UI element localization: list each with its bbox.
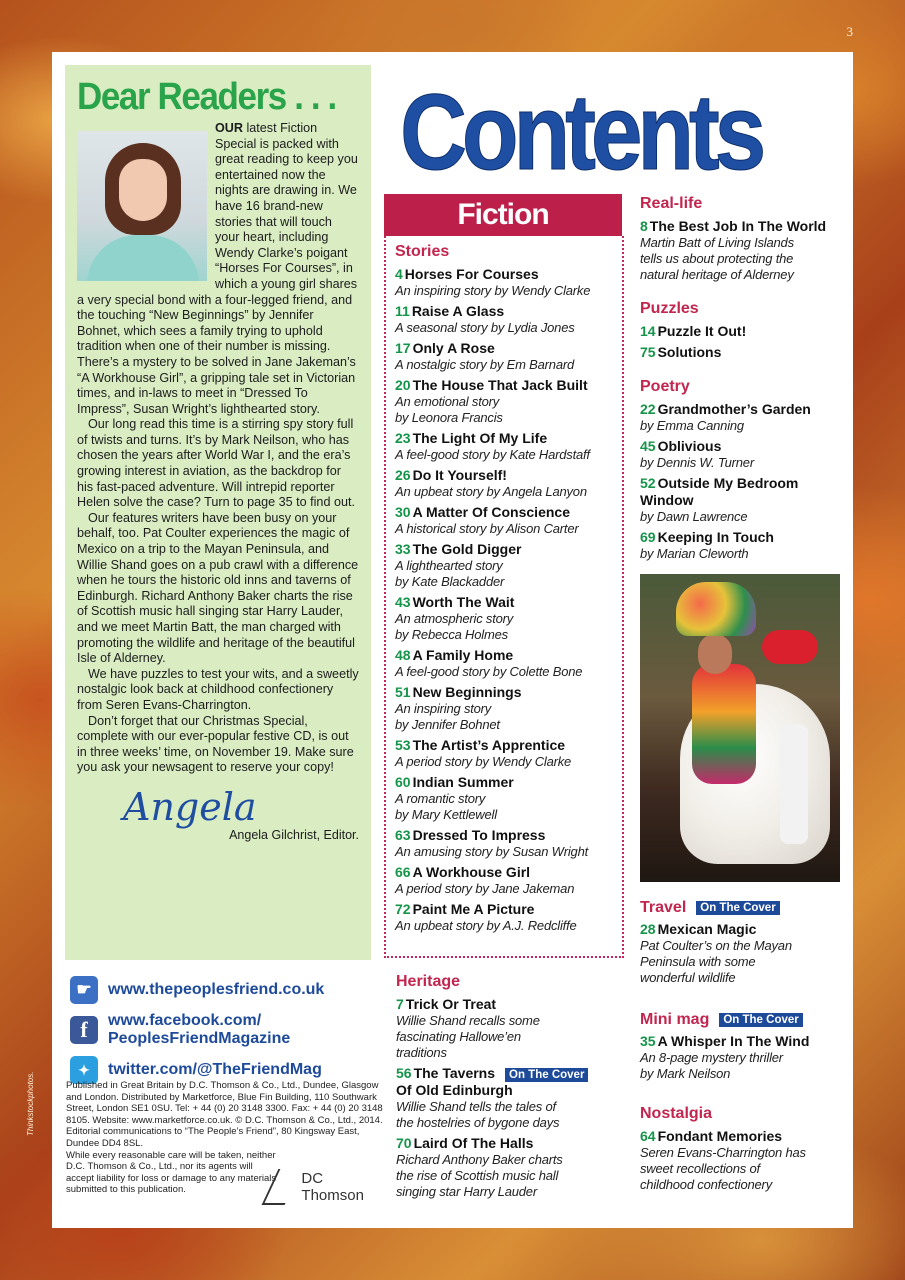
entry-page-number: 7 — [396, 996, 404, 1012]
contents-entry[interactable] — [640, 344, 848, 361]
entry-title — [640, 921, 848, 938]
letter-paragraph — [77, 511, 359, 667]
contents-entry[interactable] — [395, 266, 622, 299]
entry-description: Willie Shand tells the tales of — [396, 1099, 556, 1114]
entry-title-text: The Artist’s Apprentice — [412, 737, 566, 753]
entry-title-text: Worth The Wait — [412, 594, 515, 610]
entry-title-text: Only A Rose — [412, 340, 495, 356]
letter-text: Don’t forget that our Christmas Special, complete with our ever-popular festive CD, is out in three weeks’ time, on November 19. Make sure you ask your newsagent to reserve your copy! — [77, 713, 354, 775]
stories-heading: Stories — [395, 243, 450, 260]
features-column — [640, 194, 848, 1209]
entry-title — [640, 344, 848, 361]
letter-text: Our features writers have been busy on your behalf, too. Pat Coulter experiences the magic of Mexico on a trip to the Mayan Peninsula, and Willie Shand goes on a pub crawl with a difference when he tours the historic old inns and taverns of Edinburgh. Richard Anthony Baker charts the rise of Scottish music hall singing star Harry Lauder, and we meet Martin Batt, the man charged with promoting the wildlife and heritage of the beautiful Isle of Alderney. — [77, 510, 359, 666]
contents-entry[interactable] — [640, 1128, 848, 1193]
contents-entry[interactable] — [396, 996, 636, 1061]
entry-title-text: Mexican Magic — [657, 921, 757, 937]
entry-title-text: Solutions — [657, 344, 722, 360]
nostalgia-section — [640, 1104, 848, 1193]
contents-entry[interactable] — [395, 504, 622, 537]
contents-entry[interactable] — [395, 303, 622, 336]
entry-description: wonderful wildlife — [640, 970, 736, 985]
entry-title-text: Oblivious — [657, 438, 722, 454]
entry-title-text: Laird Of The Halls — [413, 1135, 534, 1151]
entry-description: by Dennis W. Turner — [640, 455, 754, 470]
entry-title — [395, 303, 622, 320]
entry-page-number: 35 — [640, 1033, 656, 1049]
entry-description: A lighthearted story — [395, 558, 503, 573]
fiction-column — [384, 236, 624, 958]
facebook-link[interactable] — [70, 1012, 370, 1048]
entry-description: A nostalgic story by Em Barnard — [395, 357, 575, 372]
contents-entry[interactable] — [640, 921, 848, 986]
entry-title-text: Raise A Glass — [411, 303, 505, 319]
contents-entry[interactable] — [640, 218, 848, 283]
entry-page-number: 26 — [395, 467, 411, 483]
entry-page-number: 11 — [395, 303, 410, 319]
entry-page-number: 28 — [640, 921, 656, 937]
puzzles-section — [640, 299, 848, 361]
entry-description: traditions — [396, 1045, 447, 1060]
contents-entry[interactable] — [395, 377, 622, 426]
entry-title — [395, 684, 622, 701]
contents-entry[interactable] — [640, 323, 848, 340]
entry-description: Seren Evans-Charrington has — [640, 1145, 806, 1160]
entry-description: Willie Shand recalls some — [396, 1013, 540, 1028]
letter-text: Our long read this time is a stirring spy story full of twists and turns. It’s by Mark Neilson, who has chosen the years after World War I, and the era’s growing interest in aviation, as the backdrop for his fast-paced adventure. Will intrepid reporter Helen solve the case? Turn to page 35 to find out. — [77, 417, 355, 510]
entry-page-number: 4 — [395, 266, 403, 282]
editor-credit: Angela Gilchrist, Editor. — [229, 827, 359, 842]
entry-description: by Jennifer Bohnet — [395, 717, 500, 732]
contents-entry[interactable] — [395, 594, 622, 643]
entry-description: by Emma Canning — [640, 418, 744, 433]
entry-page-number: 48 — [395, 647, 411, 663]
entry-title-text: A Workhouse Girl — [412, 864, 531, 880]
editor-photo — [77, 131, 207, 281]
letter-text: latest Fiction Special is packed with great reading to keep you entertained now the nights are drawing in. We have 16 brand-new stories that will touch your heart, including Wendy Clarke’s poigant “Horses For Courses”, in which a young girl shares a very special bond with a four-legged friend, and the touching “New Beginnings” by Jennifer Bohnet, which sees a family trying to uphold tradition when one of their number is missing. There’s a mystery to be solved in Jane Jakeman’s “A Workhouse Girl”, a gripping tale set in Victorian times, and in-laws to meet in “Dressed To Impress”, Susan Wright’s lighthearted story. — [77, 121, 358, 416]
entry-title-text: Outside My Bedroom Window — [640, 475, 799, 508]
entry-title — [640, 438, 848, 455]
entry-page-number: 53 — [395, 737, 411, 753]
entry-title — [395, 266, 622, 283]
contents-entry[interactable] — [395, 774, 622, 823]
entry-page-number: 33 — [395, 541, 411, 557]
contents-entry[interactable] — [396, 1065, 636, 1131]
entry-description: An atmospheric story — [395, 611, 514, 626]
entry-description: singing star Harry Lauder — [396, 1184, 537, 1199]
entry-title — [396, 1135, 636, 1152]
entry-title — [396, 996, 636, 1013]
entry-description: An amusing story by Susan Wright — [395, 844, 589, 859]
entry-page-number: 66 — [395, 864, 411, 880]
entry-description: by Mary Kettlewell — [395, 807, 497, 822]
entry-title-text: The Taverns — [413, 1065, 496, 1081]
publisher-text: Published in Great Britain by D.C. Thomson & Co., Ltd., Dundee, Glasgow and London. Distributed by Marketforce, Blue Fin Building, 110 Southwark Street, London SE1 0SU. Tel: + 44 (0) 20 3148 3300. Fax: + 44 (0) 20 3148 8105. Website: www.marketforce.co.uk. © D.C. Thomson & Co., Ltd., 2014. Editorial communications to “The People’s Friend”, 80 Kingsway East, Dundee DD4 8SL. — [66, 1080, 383, 1149]
entry-description: the hostelries of bygone days — [396, 1115, 560, 1130]
entry-title-text: New Beginnings — [412, 684, 522, 700]
entry-title — [395, 827, 622, 844]
contents-entry[interactable] — [395, 430, 622, 463]
entry-description: the rise of Scottish music hall — [396, 1168, 559, 1183]
entry-title — [395, 467, 622, 484]
entry-description: by Mark Neilson — [640, 1066, 731, 1081]
entry-page-number: 52 — [640, 475, 656, 491]
entry-description: An inspiring story — [395, 701, 492, 716]
travel-heading: Travel — [640, 899, 687, 916]
entry-title — [395, 340, 622, 357]
entry-title-text: Grandmother’s Garden — [657, 401, 811, 417]
entry-title-text: The Light Of My Life — [412, 430, 548, 446]
heritage-section — [396, 972, 636, 1204]
entry-description: An emotional story — [395, 394, 500, 409]
entry-title — [395, 647, 622, 664]
entry-title-text: The Best Job In The World — [649, 218, 827, 234]
mexican-dancer-photo — [640, 574, 840, 882]
stories-list — [395, 266, 622, 934]
entry-title-text: Horses For Courses — [404, 266, 539, 282]
entry-description: Martin Batt of Living Islands — [640, 235, 794, 250]
contents-entry[interactable] — [395, 467, 622, 500]
contents-entry[interactable] — [640, 401, 848, 434]
entry-title — [395, 504, 622, 521]
contents-entry[interactable] — [640, 438, 848, 471]
entry-title-text: Paint Me A Picture — [412, 901, 535, 917]
entry-title — [640, 1128, 848, 1145]
minimag-heading: Mini mag — [640, 1011, 710, 1028]
entry-title — [640, 401, 848, 418]
website-link[interactable]: ☛ www.thepeoplesfriend.co.uk — [70, 976, 370, 1004]
entry-description: by Dawn Lawrence — [640, 509, 748, 524]
entry-description: fascinating Hallowe’en — [396, 1029, 521, 1044]
entry-title — [395, 901, 622, 918]
entry-description: A period story by Wendy Clarke — [395, 754, 572, 769]
entry-description: Richard Anthony Baker charts — [396, 1152, 563, 1167]
letter-paragraph — [77, 417, 359, 511]
entry-page-number: 64 — [640, 1128, 656, 1144]
travel-cover-badge: On The Cover — [696, 901, 779, 915]
puzzles-heading: Puzzles — [640, 300, 699, 317]
contents-entry[interactable] — [396, 1135, 636, 1200]
entry-page-number: 75 — [640, 344, 656, 360]
entry-title — [395, 774, 622, 791]
entry-page-number: 20 — [395, 377, 411, 393]
page-panel — [52, 52, 853, 1228]
poetry-heading: Poetry — [640, 378, 690, 395]
entry-title-text: A Family Home — [412, 647, 514, 663]
entry-description: natural heritage of Alderney — [640, 267, 794, 282]
facebook-url-line2: PeoplesFriendMagazine — [108, 1030, 291, 1047]
letter-text: We have puzzles to test your wits, and a sweetly nostalgic look back at childhood confectionery from Seren Evans-Charrington. — [77, 666, 359, 712]
entry-description: An upbeat story by Angela Lanyon — [395, 484, 587, 499]
entry-description: A period story by Jane Jakeman — [395, 881, 575, 896]
minimag-cover-badge: On The Cover — [719, 1013, 802, 1027]
entry-description: A feel-good story by Kate Hardstaff — [395, 447, 590, 462]
entry-description: A romantic story — [395, 791, 486, 806]
entry-title-text: A Matter Of Conscience — [412, 504, 570, 520]
letter-paragraph — [77, 667, 359, 714]
entry-description: An 8-page mystery thriller — [640, 1050, 783, 1065]
social-links — [70, 976, 370, 1092]
entry-title — [640, 1033, 848, 1050]
web-icon: ☛ — [70, 976, 98, 1004]
contents-entry[interactable] — [395, 541, 622, 590]
photo-credit: Thinkstockphotos. — [26, 1071, 35, 1136]
minimag-section — [640, 1010, 848, 1082]
contents-entry[interactable] — [395, 737, 622, 770]
entry-title-text: A Whisper In The Wind — [657, 1033, 810, 1049]
entry-title-text: Dressed To Impress — [412, 827, 546, 843]
entry-page-number: 43 — [395, 594, 411, 610]
heritage-list — [396, 996, 636, 1200]
entry-page-number: 22 — [640, 401, 656, 417]
entry-page-number: 56 — [396, 1065, 412, 1081]
travel-section — [640, 898, 848, 986]
entry-title — [395, 430, 622, 447]
entry-page-number: 30 — [395, 504, 411, 520]
liability-text: While every reasonable care will be taken, neither D.C. Thomson & Co., Ltd., nor its agents will accept liability for loss or damage to any materials submitted to this publication. — [66, 1149, 277, 1196]
entry-title-text: Indian Summer — [412, 774, 514, 790]
letter-lead-word: OUR — [215, 121, 243, 135]
letter-paragraph — [77, 714, 359, 776]
contents-entry[interactable] — [640, 529, 848, 562]
entry-title — [640, 323, 848, 340]
dc-thomson-logo: DC Thomson — [270, 1166, 380, 1208]
contents-entry[interactable] — [395, 827, 622, 860]
entry-description: Pat Coulter’s on the Mayan — [640, 938, 792, 953]
entry-description: by Kate Blackadder — [395, 574, 505, 589]
entry-title-text: Keeping In Touch — [657, 529, 774, 545]
entry-title — [395, 541, 622, 558]
entry-title-text: Puzzle It Out! — [657, 323, 747, 339]
entry-title — [396, 1065, 636, 1099]
reallife-section — [640, 194, 848, 283]
contents-entry[interactable] — [395, 901, 622, 934]
entry-title — [395, 594, 622, 611]
entry-description: An upbeat story by A.J. Redcliffe — [395, 918, 577, 933]
entry-description: childhood confectionery — [640, 1177, 772, 1192]
entry-title-text: Do It Yourself! — [412, 467, 507, 483]
entry-page-number: 14 — [640, 323, 656, 339]
contents-entry[interactable] — [640, 1033, 848, 1082]
contents-entry[interactable] — [395, 684, 622, 733]
editor-signature: Angela — [123, 784, 257, 829]
reallife-heading: Real-life — [640, 195, 703, 212]
on-cover-badge: On The Cover — [505, 1068, 588, 1082]
entry-description: tells us about protecting the — [640, 251, 794, 266]
entry-description: by Marian Cleworth — [640, 546, 749, 561]
entry-page-number: 60 — [395, 774, 411, 790]
entry-description: A historical story by Alison Carter — [395, 521, 579, 536]
entry-description: by Rebecca Holmes — [395, 627, 508, 642]
editor-letter-box — [65, 65, 371, 960]
entry-page-number: 17 — [395, 340, 411, 356]
entry-page-number: 8 — [640, 218, 648, 234]
entry-title — [640, 218, 848, 235]
entry-description: A feel-good story by Colette Bone — [395, 664, 583, 679]
poetry-section — [640, 377, 848, 562]
contents-entry[interactable] — [395, 340, 622, 373]
entry-page-number: 70 — [396, 1135, 412, 1151]
entry-title-text: The Gold Digger — [412, 541, 522, 557]
entry-title — [640, 529, 848, 546]
entry-title-text: The House That Jack Built — [412, 377, 588, 393]
entry-description: An inspiring story by Wendy Clarke — [395, 283, 591, 298]
entry-page-number: 45 — [640, 438, 656, 454]
contents-entry[interactable] — [395, 864, 622, 897]
page-number: 3 — [846, 24, 853, 39]
contents-entry[interactable] — [640, 475, 848, 525]
entry-title — [640, 475, 848, 509]
heritage-heading: Heritage — [396, 973, 461, 990]
entry-description: sweet recollections of — [640, 1161, 760, 1176]
letter-heading: Dear Readers . . . — [77, 76, 336, 118]
entry-title-text: Fondant Memories — [657, 1128, 783, 1144]
twitter-icon: ✦ — [70, 1056, 98, 1084]
contents-entry[interactable] — [395, 647, 622, 680]
entry-page-number: 72 — [395, 901, 411, 917]
entry-page-number: 69 — [640, 529, 656, 545]
facebook-icon: f — [70, 1016, 98, 1044]
entry-description: Peninsula with some — [640, 954, 756, 969]
entry-title — [395, 377, 622, 394]
entry-description: by Leonora Francis — [395, 410, 503, 425]
contents-title: Contents — [400, 71, 762, 192]
entry-page-number: 23 — [395, 430, 411, 446]
twitter-link[interactable]: ✦ twitter.com/@TheFriendMag — [70, 1056, 370, 1084]
entry-title — [395, 737, 622, 754]
facebook-url-line1: www.facebook.com/ — [108, 1012, 262, 1029]
fiction-banner: Fiction — [384, 194, 622, 236]
entry-page-number: 51 — [395, 684, 411, 700]
entry-title-text: Of Old Edinburgh — [396, 1082, 513, 1098]
nostalgia-heading: Nostalgia — [640, 1105, 713, 1122]
entry-page-number: 63 — [395, 827, 411, 843]
entry-title-text: Trick Or Treat — [405, 996, 497, 1012]
entry-title — [395, 864, 622, 881]
entry-description: A seasonal story by Lydia Jones — [395, 320, 575, 335]
